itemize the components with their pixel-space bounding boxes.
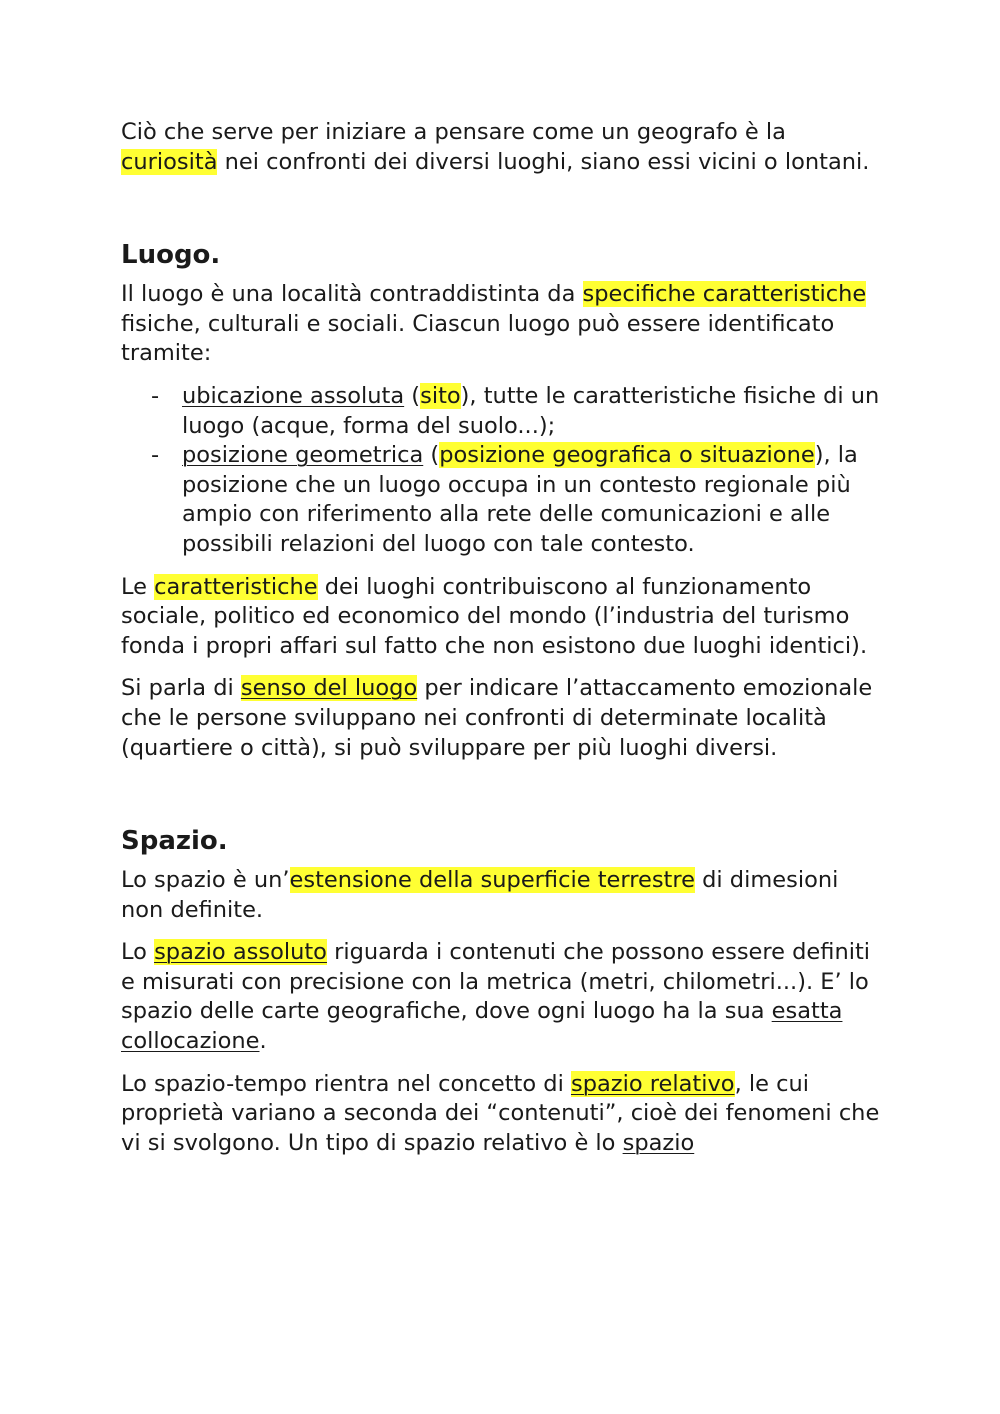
underline-posizione-geometrica: posizione geometrica — [182, 442, 424, 469]
spazio-paragraph-1 — [121, 866, 881, 925]
spazio-p3-text-1: Lo spazio-tempo rientra nel concetto di — [121, 1070, 571, 1097]
spazio-p2-text-1: Lo — [121, 939, 155, 966]
luogo-p3-text-1: Si parla di — [121, 675, 241, 702]
highlight-specifiche-caratteristiche: specifiche caratteristiche — [582, 281, 867, 308]
luogo-paragraph-2 — [121, 573, 881, 662]
spazio-paragraph-2 — [121, 938, 881, 1056]
luogo-p2-text-2: dei luoghi contribuiscono al funzionamento sociale, politico ed economico del mondo (l’industria del turismo fonda i propri affari sul fatto che non esistono due luoghi identici). — [121, 573, 868, 659]
spazio-p1-text-1: Lo spazio è un’ — [121, 867, 290, 894]
highlight-curiosita: curiosità — [121, 148, 218, 175]
bullet-1-text-2: ), tutte le caratteristiche fisiche di un luogo (acque, forma del suolo...); — [182, 382, 880, 439]
intro-text-2: nei confronti dei diversi luoghi, siano essi vicini o lontani. — [217, 148, 870, 175]
highlight-posizione-geografica: posizione geografica o situazione — [439, 442, 815, 469]
document-page — [121, 118, 881, 1171]
underline-esatta-collocazione: esatta collocazione — [121, 998, 843, 1055]
luogo-bullet-list — [121, 382, 881, 560]
bullet-ubicazione-assoluta — [121, 382, 881, 441]
underline-spazio: spazio — [622, 1129, 695, 1156]
spazio-p2-text-2: riguarda i contenuti che possono essere definiti e misurati con precisione con la metrica (metri, chilometri...). E’ lo spazio delle carte geografiche, dove ogni luogo ha la sua — [121, 939, 871, 1025]
intro-paragraph — [121, 118, 881, 177]
heading-luogo: Luogo. — [121, 240, 221, 271]
intro-text-1: Ciò che serve per iniziare a pensare come un geografo è la — [121, 119, 786, 145]
heading-spazio: Spazio. — [121, 826, 228, 857]
bullet-2-text-2: ), la posizione che un luogo occupa in un contesto regionale più ampio con riferimento alla rete delle comunicazioni e alle possibili relazioni del luogo con tale contesto. — [182, 442, 858, 557]
underline-ubicazione-assoluta: ubicazione assoluta — [182, 382, 405, 409]
luogo-p3-text-2: per indicare l’attaccamento emozionale che le persone sviluppano nei confronti di determinate località (quartiere o città), si può sviluppare per più luoghi diversi. — [121, 675, 873, 761]
luogo-p1-text-2: fisiche, culturali e sociali. Ciascun luogo può essere identificato tramite: — [121, 310, 835, 367]
spazio-paragraph-3 — [121, 1070, 881, 1159]
luogo-paragraph-1 — [121, 280, 881, 369]
luogo-paragraph-3 — [121, 674, 881, 763]
highlight-estensione-superficie: estensione della superficie terrestre — [289, 867, 695, 894]
highlight-caratteristiche: caratteristiche — [154, 573, 318, 600]
highlight-spazio-relativo: spazio relativo — [570, 1070, 735, 1097]
highlight-senso-del-luogo: senso del luogo — [240, 675, 418, 702]
spazio-p3-text-2: , le cui proprietà variano a seconda dei “contenuti”, cioè dei fenomeni che vi si svolgono. Un tipo di spazio relativo è lo — [121, 1070, 880, 1156]
luogo-p1-text-1: Il luogo è una località contraddistinta da — [121, 281, 583, 308]
luogo-p2-text-1: Le — [121, 573, 155, 600]
bullet-1-text-1: ( — [404, 382, 421, 409]
highlight-spazio-assoluto: spazio assoluto — [154, 939, 327, 966]
spazio-p2-text-3: . — [259, 1028, 267, 1055]
bullet-2-text-1: ( — [423, 442, 440, 469]
highlight-sito: sito — [420, 382, 461, 409]
bullet-posizione-geometrica — [121, 441, 881, 559]
spazio-p1-text-2: di dimesioni non definite. — [121, 867, 839, 923]
